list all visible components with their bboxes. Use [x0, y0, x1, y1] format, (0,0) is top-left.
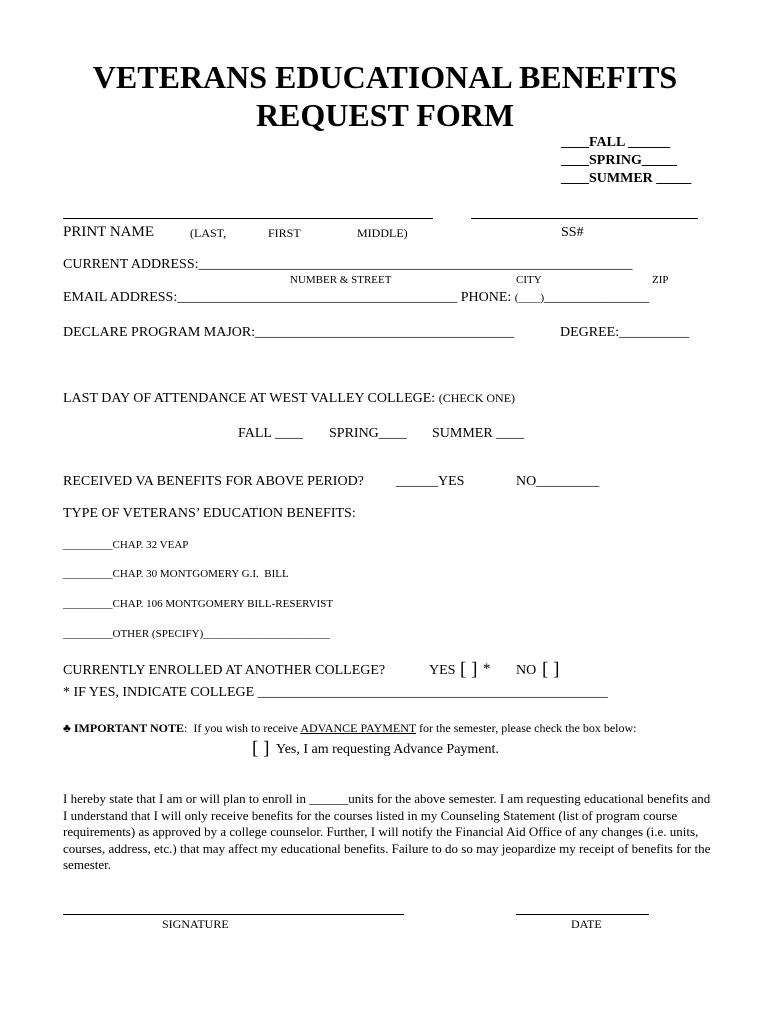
- attendance-heading: [63, 392, 515, 406]
- city-label: CITY: [516, 274, 542, 286]
- last-label: (LAST,: [190, 226, 227, 240]
- current-address-line[interactable]: ______________________________________________________________: [198, 257, 633, 272]
- form-title-line2: REQUEST FORM: [255, 97, 515, 133]
- ssn-line[interactable]: [471, 218, 698, 219]
- statement-paragraph: [63, 791, 713, 874]
- advance-payment-link: ADVANCE PAYMENT: [300, 721, 417, 735]
- signature-label: SIGNATURE: [162, 917, 229, 931]
- units-blank[interactable]: ______: [309, 791, 349, 806]
- phone-area-code[interactable]: (____): [514, 292, 545, 304]
- advance-payment-checkbox[interactable]: [ ]: [252, 738, 270, 759]
- enrolled-no-label: NO: [516, 663, 537, 678]
- received-benefits-question: RECEIVED VA BENEFITS FOR ABOVE PERIOD?: [63, 474, 364, 489]
- current-address-label: CURRENT ADDRESS:: [63, 257, 199, 272]
- first-label: FIRST: [268, 226, 301, 240]
- phone-label: PHONE:: [460, 290, 512, 305]
- degree-label: DEGREE:: [560, 325, 620, 340]
- zip-label: ZIP: [652, 274, 669, 286]
- advance-payment-label: Yes, I am requesting Advance Payment.: [276, 742, 499, 757]
- enrolled-yes-checkbox[interactable]: [ ]: [460, 659, 478, 680]
- attendance-spring[interactable]: SPRING____: [329, 426, 407, 441]
- email-label: EMAIL ADDRESS:: [63, 290, 178, 305]
- date-label: DATE: [571, 917, 602, 931]
- benefit-option-chap30[interactable]: _________CHAP. 30 MONTGOMERY G.I. BILL: [63, 568, 289, 580]
- statement-part1: I hereby state that I am or will plan to enroll in: [63, 791, 310, 806]
- program-major-line[interactable]: _____________________________________: [255, 325, 515, 340]
- benefit-option-chap106[interactable]: _________CHAP. 106 MONTGOMERY BILL-RESERVIST: [63, 598, 334, 610]
- important-note-label: IMPORTANT NOTE: [73, 721, 185, 735]
- club-icon: ♣: [63, 721, 71, 735]
- name-line[interactable]: [63, 218, 433, 219]
- phone-line[interactable]: _______________: [544, 290, 650, 305]
- other-college-field[interactable]: [63, 686, 608, 700]
- enrolled-question: CURRENTLY ENROLLED AT ANOTHER COLLEGE?: [63, 663, 386, 678]
- print-name-label: PRINT NAME: [63, 224, 154, 240]
- benefit-option-other[interactable]: _________OTHER (SPECIFY)_______________________: [63, 628, 330, 640]
- benefit-option-chap32[interactable]: _________CHAP. 32 VEAP: [63, 539, 189, 551]
- signature-line[interactable]: [63, 914, 404, 915]
- email-line[interactable]: ________________________________________: [177, 290, 458, 305]
- benefits-heading: TYPE OF VETERANS’ EDUCATION BENEFITS:: [63, 506, 356, 521]
- number-street-label: NUMBER & STREET: [290, 274, 392, 286]
- term-option-fall[interactable]: ____FALL ______: [561, 135, 671, 150]
- check-one-label: (CHECK ONE): [438, 391, 516, 405]
- form-title-line1: VETERANS EDUCATIONAL BENEFITS: [92, 59, 678, 95]
- program-major-label: DECLARE PROGRAM MAJOR:: [63, 325, 256, 340]
- important-note-text1: : If you wish to receive: [184, 721, 301, 735]
- date-line[interactable]: [516, 914, 649, 915]
- middle-label: MIDDLE): [357, 226, 408, 240]
- degree-field[interactable]: [560, 326, 689, 340]
- degree-line[interactable]: __________: [619, 325, 690, 340]
- received-benefits-no[interactable]: NO_________: [516, 474, 600, 489]
- current-address-field[interactable]: [63, 258, 633, 272]
- term-option-summer[interactable]: ____SUMMER _____: [561, 171, 692, 186]
- other-college-line[interactable]: __________________________________________________: [257, 685, 608, 700]
- term-option-spring[interactable]: ____SPRING_____: [561, 153, 677, 168]
- enrolled-yes-label: YES: [429, 663, 456, 678]
- attendance-fall[interactable]: FALL ____: [238, 426, 303, 441]
- received-benefits-yes[interactable]: ______YES: [396, 474, 465, 489]
- email-field[interactable]: [63, 291, 649, 305]
- ssn-label: SS#: [561, 225, 584, 240]
- important-note-text2: for the semester, please check the box below:: [416, 721, 637, 735]
- program-major-field[interactable]: [63, 326, 514, 340]
- other-college-label: * IF YES, INDICATE COLLEGE: [63, 685, 255, 700]
- enrolled-no-checkbox[interactable]: [ ]: [542, 659, 560, 680]
- statement-part2: units for the above semester. I am requesting educational benefits and I understand that I will only receive benefits for the courses listed in my Counseling Statement (list of program course requirements) as approved by a college counselor. Further, I will notify the Financial Aid Office of any changes (i.e. units, courses, address, etc.) that may affect my educational benefits. Failure to do so may jeopardize my receipt of benefits for the semester.: [63, 791, 711, 873]
- attendance-label: LAST DAY OF ATTENDANCE AT WEST VALLEY COLLEGE:: [63, 391, 436, 406]
- enrolled-yes-asterisk: *: [483, 661, 491, 677]
- attendance-summer[interactable]: SUMMER ____: [432, 426, 525, 441]
- important-note: [63, 722, 636, 734]
